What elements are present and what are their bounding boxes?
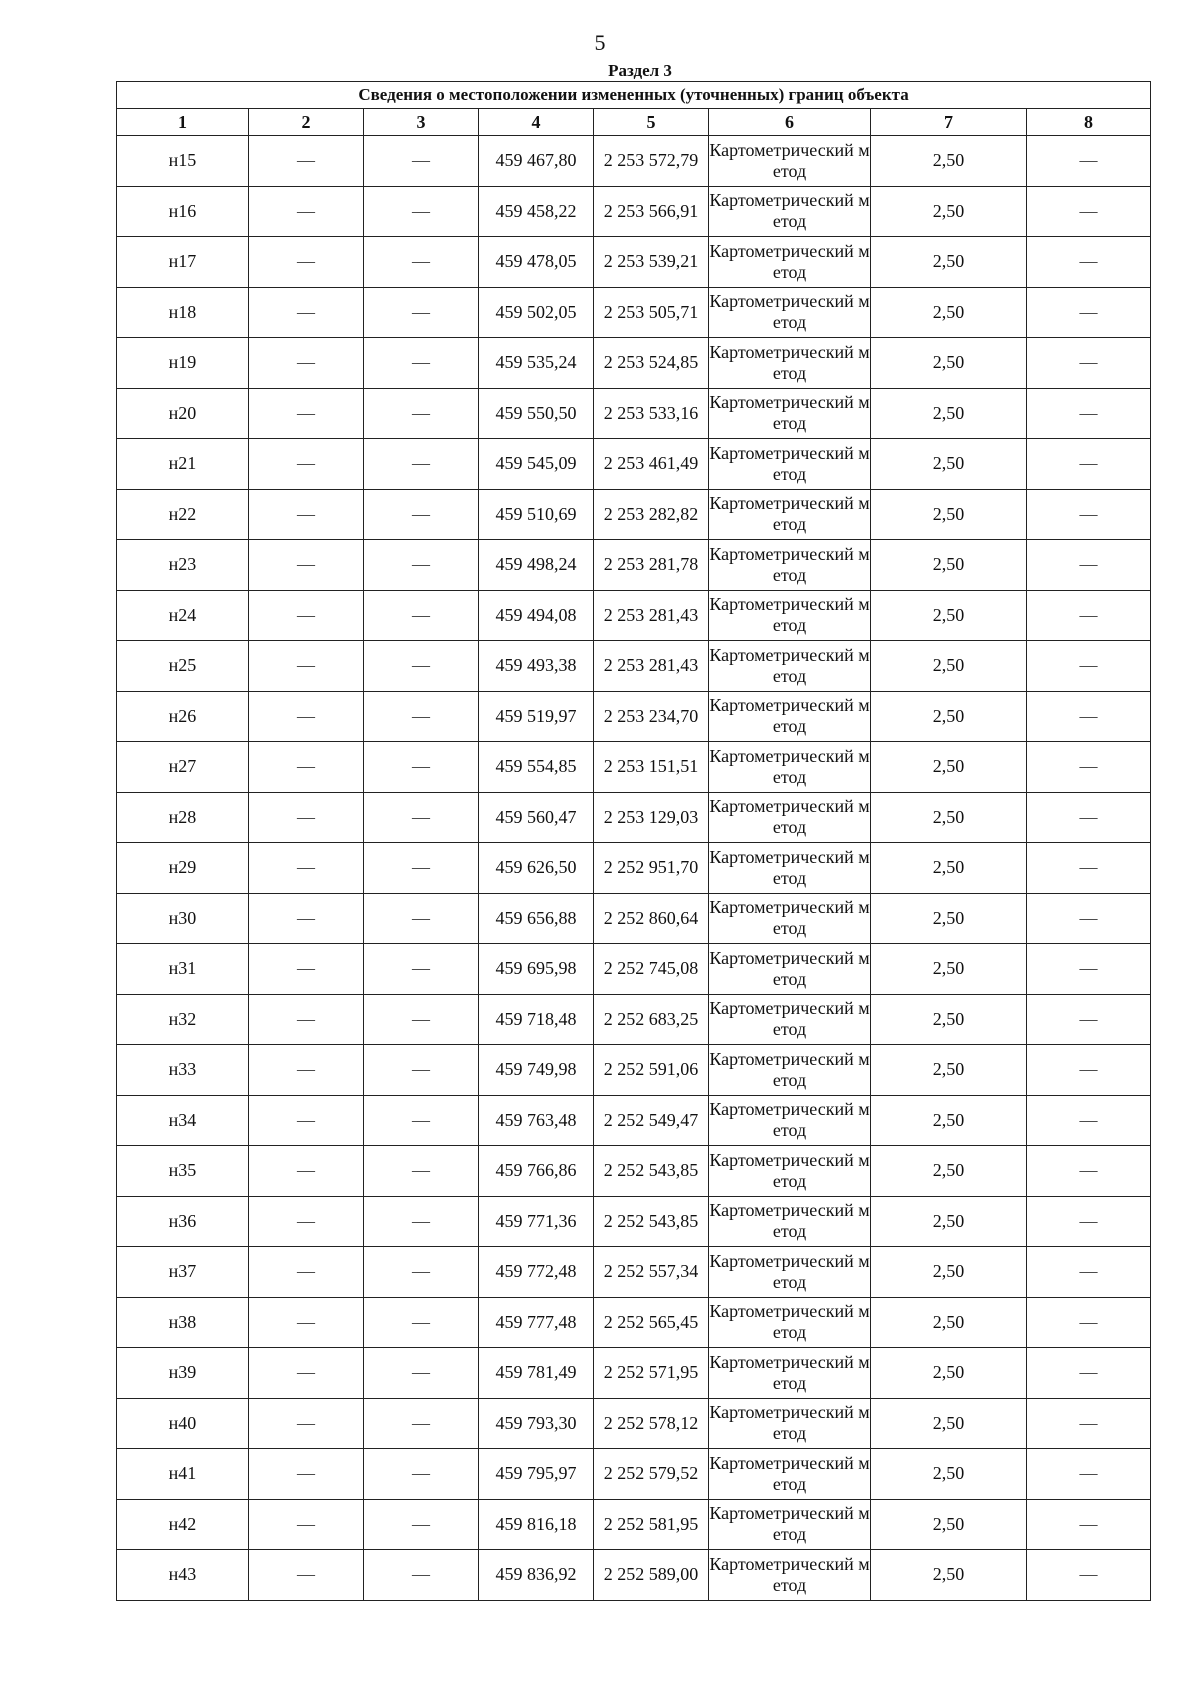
x-coordinate-cell: 459 467,80 [479,136,594,187]
y-coordinate-cell: 2 253 524,85 [594,338,709,389]
x-coordinate-cell: 459 502,05 [479,287,594,338]
x-coordinate-cell: 459 535,24 [479,338,594,389]
method-cell: Картометрический метод [709,1146,871,1197]
x-coordinate-cell: 459 763,48 [479,1095,594,1146]
dash-cell: — [249,641,364,692]
section-title: Раздел 3 [608,61,672,80]
y-coordinate-cell: 2 253 281,43 [594,641,709,692]
dash-cell: — [1027,1449,1151,1500]
point-name-cell: н26 [117,691,249,742]
point-name-cell: н31 [117,944,249,995]
method-cell: Картометрический метод [709,1449,871,1500]
dash-cell: — [249,1196,364,1247]
accuracy-cell: 2,50 [871,1550,1027,1601]
dash-cell: — [364,641,479,692]
dash-cell: — [1027,944,1151,995]
method-cell: Картометрический метод [709,792,871,843]
dash-cell: — [364,1247,479,1298]
column-number: 8 [1027,109,1151,136]
point-name-cell: н27 [117,742,249,793]
dash-cell: — [249,237,364,288]
table-row [117,843,1151,894]
accuracy-cell: 2,50 [871,792,1027,843]
point-name-cell: н21 [117,439,249,490]
y-coordinate-cell: 2 253 505,71 [594,287,709,338]
dash-cell: — [364,1196,479,1247]
point-name-cell: н41 [117,1449,249,1500]
x-coordinate-cell: 459 554,85 [479,742,594,793]
method-cell: Картометрический метод [709,1196,871,1247]
dash-cell: — [249,994,364,1045]
point-name-cell: н23 [117,540,249,591]
accuracy-cell: 2,50 [871,641,1027,692]
table-caption-row [117,82,1151,109]
table-row [117,994,1151,1045]
dash-cell: — [364,237,479,288]
dash-cell: — [249,1146,364,1197]
accuracy-cell: 2,50 [871,338,1027,389]
dash-cell: — [249,742,364,793]
table-row [117,893,1151,944]
dash-cell: — [364,691,479,742]
y-coordinate-cell: 2 252 579,52 [594,1449,709,1500]
table-row [117,742,1151,793]
x-coordinate-cell: 459 836,92 [479,1550,594,1601]
dash-cell: — [1027,1297,1151,1348]
table-row [117,136,1151,187]
accuracy-cell: 2,50 [871,388,1027,439]
x-coordinate-cell: 459 795,97 [479,1449,594,1500]
y-coordinate-cell: 2 253 566,91 [594,186,709,237]
dash-cell: — [364,439,479,490]
accuracy-cell: 2,50 [871,540,1027,591]
dash-cell: — [364,287,479,338]
point-name-cell: н19 [117,338,249,389]
accuracy-cell: 2,50 [871,1146,1027,1197]
dash-cell: — [1027,742,1151,793]
y-coordinate-cell: 2 252 683,25 [594,994,709,1045]
x-coordinate-cell: 459 772,48 [479,1247,594,1298]
table-row [117,186,1151,237]
method-cell: Картометрический метод [709,237,871,288]
y-coordinate-cell: 2 253 282,82 [594,489,709,540]
x-coordinate-cell: 459 793,30 [479,1398,594,1449]
method-cell: Картометрический метод [709,489,871,540]
dash-cell: — [364,540,479,591]
dash-cell: — [364,893,479,944]
y-coordinate-cell: 2 252 543,85 [594,1196,709,1247]
dash-cell: — [249,590,364,641]
dash-cell: — [1027,994,1151,1045]
dash-cell: — [1027,237,1151,288]
y-coordinate-cell: 2 253 234,70 [594,691,709,742]
dash-cell: — [1027,1398,1151,1449]
y-coordinate-cell: 2 253 151,51 [594,742,709,793]
dash-cell: — [1027,1146,1151,1197]
dash-cell: — [364,1297,479,1348]
column-number-row [117,109,1151,136]
x-coordinate-cell: 459 545,09 [479,439,594,490]
dash-cell: — [1027,792,1151,843]
y-coordinate-cell: 2 252 745,08 [594,944,709,995]
dash-cell: — [249,691,364,742]
x-coordinate-cell: 459 749,98 [479,1045,594,1096]
dash-cell: — [249,1499,364,1550]
y-coordinate-cell: 2 252 581,95 [594,1499,709,1550]
dash-cell: — [249,843,364,894]
x-coordinate-cell: 459 498,24 [479,540,594,591]
y-coordinate-cell: 2 253 281,78 [594,540,709,591]
column-number: 4 [479,109,594,136]
dash-cell: — [1027,186,1151,237]
method-cell: Картометрический метод [709,641,871,692]
dash-cell: — [364,1449,479,1500]
dash-cell: — [1027,691,1151,742]
table-row [117,1398,1151,1449]
method-cell: Картометрический метод [709,994,871,1045]
y-coordinate-cell: 2 252 565,45 [594,1297,709,1348]
point-name-cell: н42 [117,1499,249,1550]
dash-cell: — [1027,1499,1151,1550]
column-number: 3 [364,109,479,136]
point-name-cell: н35 [117,1146,249,1197]
point-name-cell: н17 [117,237,249,288]
table-row [117,691,1151,742]
dash-cell: — [249,792,364,843]
accuracy-cell: 2,50 [871,287,1027,338]
table-row [117,287,1151,338]
dash-cell: — [1027,1550,1151,1601]
y-coordinate-cell: 2 252 543,85 [594,1146,709,1197]
dash-cell: — [249,1297,364,1348]
x-coordinate-cell: 459 656,88 [479,893,594,944]
dash-cell: — [249,1045,364,1096]
point-name-cell: н28 [117,792,249,843]
dash-cell: — [364,136,479,187]
dash-cell: — [364,388,479,439]
dash-cell: — [364,489,479,540]
method-cell: Картометрический метод [709,742,871,793]
point-name-cell: н22 [117,489,249,540]
dash-cell: — [364,944,479,995]
accuracy-cell: 2,50 [871,1247,1027,1298]
method-cell: Картометрический метод [709,1398,871,1449]
dash-cell: — [1027,1095,1151,1146]
table-row [117,1095,1151,1146]
y-coordinate-cell: 2 253 129,03 [594,792,709,843]
dash-cell: — [364,1499,479,1550]
dash-cell: — [1027,1045,1151,1096]
table-row [117,1045,1151,1096]
x-coordinate-cell: 459 777,48 [479,1297,594,1348]
accuracy-cell: 2,50 [871,186,1027,237]
dash-cell: — [1027,1348,1151,1399]
dash-cell: — [249,1095,364,1146]
column-number: 6 [709,109,871,136]
y-coordinate-cell: 2 252 951,70 [594,843,709,894]
accuracy-cell: 2,50 [871,237,1027,288]
y-coordinate-cell: 2 252 589,00 [594,1550,709,1601]
table-row [117,944,1151,995]
table-row [117,489,1151,540]
dash-cell: — [364,590,479,641]
method-cell: Картометрический метод [709,186,871,237]
accuracy-cell: 2,50 [871,439,1027,490]
point-name-cell: н18 [117,287,249,338]
dash-cell: — [249,1398,364,1449]
accuracy-cell: 2,50 [871,1045,1027,1096]
dash-cell: — [364,1348,479,1399]
accuracy-cell: 2,50 [871,944,1027,995]
dash-cell: — [1027,287,1151,338]
x-coordinate-cell: 459 766,86 [479,1146,594,1197]
table-caption: Сведения о местоположении измененных (уточненных) границ объекта [117,82,1151,109]
point-name-cell: н38 [117,1297,249,1348]
dash-cell: — [249,287,364,338]
point-name-cell: н32 [117,994,249,1045]
y-coordinate-cell: 2 252 591,06 [594,1045,709,1096]
boundary-coordinates-table [116,81,1151,1601]
dash-cell: — [249,186,364,237]
accuracy-cell: 2,50 [871,489,1027,540]
dash-cell: — [1027,338,1151,389]
accuracy-cell: 2,50 [871,994,1027,1045]
dash-cell: — [1027,1196,1151,1247]
dash-cell: — [364,1045,479,1096]
table-row [117,338,1151,389]
dash-cell: — [1027,893,1151,944]
y-coordinate-cell: 2 253 281,43 [594,590,709,641]
method-cell: Картометрический метод [709,540,871,591]
accuracy-cell: 2,50 [871,1398,1027,1449]
y-coordinate-cell: 2 252 860,64 [594,893,709,944]
x-coordinate-cell: 459 626,50 [479,843,594,894]
x-coordinate-cell: 459 781,49 [479,1348,594,1399]
x-coordinate-cell: 459 510,69 [479,489,594,540]
table-row [117,1449,1151,1500]
x-coordinate-cell: 459 816,18 [479,1499,594,1550]
accuracy-cell: 2,50 [871,590,1027,641]
method-cell: Картометрический метод [709,338,871,389]
y-coordinate-cell: 2 253 572,79 [594,136,709,187]
dash-cell: — [364,994,479,1045]
dash-cell: — [1027,439,1151,490]
method-cell: Картометрический метод [709,590,871,641]
dash-cell: — [364,1398,479,1449]
point-name-cell: н15 [117,136,249,187]
accuracy-cell: 2,50 [871,1499,1027,1550]
dash-cell: — [1027,843,1151,894]
x-coordinate-cell: 459 458,22 [479,186,594,237]
x-coordinate-cell: 459 478,05 [479,237,594,288]
method-cell: Картометрический метод [709,843,871,894]
x-coordinate-cell: 459 493,38 [479,641,594,692]
point-name-cell: н39 [117,1348,249,1399]
dash-cell: — [249,1247,364,1298]
method-cell: Картометрический метод [709,1348,871,1399]
table-row [117,1196,1151,1247]
x-coordinate-cell: 459 550,50 [479,388,594,439]
dash-cell: — [364,1146,479,1197]
point-name-cell: н34 [117,1095,249,1146]
table-row [117,1348,1151,1399]
dash-cell: — [249,439,364,490]
point-name-cell: н37 [117,1247,249,1298]
dash-cell: — [249,944,364,995]
table-row [117,388,1151,439]
dash-cell: — [1027,1247,1151,1298]
method-cell: Картометрический метод [709,1045,871,1096]
method-cell: Картометрический метод [709,439,871,490]
x-coordinate-cell: 459 560,47 [479,792,594,843]
table-row [117,1499,1151,1550]
dash-cell: — [364,338,479,389]
accuracy-cell: 2,50 [871,136,1027,187]
dash-cell: — [1027,136,1151,187]
accuracy-cell: 2,50 [871,1095,1027,1146]
method-cell: Картометрический метод [709,1247,871,1298]
table-row [117,439,1151,490]
dash-cell: — [1027,590,1151,641]
dash-cell: — [249,540,364,591]
y-coordinate-cell: 2 253 461,49 [594,439,709,490]
point-name-cell: н36 [117,1196,249,1247]
x-coordinate-cell: 459 519,97 [479,691,594,742]
table-row [117,540,1151,591]
dash-cell: — [1027,540,1151,591]
dash-cell: — [249,136,364,187]
point-name-cell: н40 [117,1398,249,1449]
column-number: 5 [594,109,709,136]
x-coordinate-cell: 459 494,08 [479,590,594,641]
accuracy-cell: 2,50 [871,742,1027,793]
x-coordinate-cell: 459 771,36 [479,1196,594,1247]
table-row [117,1550,1151,1601]
method-cell: Картометрический метод [709,287,871,338]
table-row [117,641,1151,692]
dash-cell: — [364,792,479,843]
method-cell: Картометрический метод [709,944,871,995]
accuracy-cell: 2,50 [871,691,1027,742]
x-coordinate-cell: 459 718,48 [479,994,594,1045]
point-name-cell: н24 [117,590,249,641]
point-name-cell: н25 [117,641,249,692]
table-row [117,237,1151,288]
column-number: 1 [117,109,249,136]
method-cell: Картометрический метод [709,1297,871,1348]
point-name-cell: н30 [117,893,249,944]
y-coordinate-cell: 2 252 578,12 [594,1398,709,1449]
table-row [117,1247,1151,1298]
dash-cell: — [249,1550,364,1601]
dash-cell: — [249,1449,364,1500]
accuracy-cell: 2,50 [871,1348,1027,1399]
dash-cell: — [364,1095,479,1146]
point-name-cell: н29 [117,843,249,894]
x-coordinate-cell: 459 695,98 [479,944,594,995]
y-coordinate-cell: 2 252 549,47 [594,1095,709,1146]
dash-cell: — [1027,388,1151,439]
column-number: 7 [871,109,1027,136]
column-number: 2 [249,109,364,136]
y-coordinate-cell: 2 253 533,16 [594,388,709,439]
dash-cell: — [249,1348,364,1399]
dash-cell: — [364,186,479,237]
point-name-cell: н16 [117,186,249,237]
point-name-cell: н20 [117,388,249,439]
accuracy-cell: 2,50 [871,843,1027,894]
table-row [117,792,1151,843]
dash-cell: — [1027,641,1151,692]
accuracy-cell: 2,50 [871,1449,1027,1500]
table-row [117,1146,1151,1197]
accuracy-cell: 2,50 [871,893,1027,944]
accuracy-cell: 2,50 [871,1196,1027,1247]
table-row [117,1297,1151,1348]
method-cell: Картометрический метод [709,691,871,742]
point-name-cell: н33 [117,1045,249,1096]
point-name-cell: н43 [117,1550,249,1601]
dash-cell: — [364,843,479,894]
dash-cell: — [364,1550,479,1601]
table-body [117,136,1151,1601]
y-coordinate-cell: 2 253 539,21 [594,237,709,288]
method-cell: Картометрический метод [709,388,871,439]
accuracy-cell: 2,50 [871,1297,1027,1348]
method-cell: Картометрический метод [709,136,871,187]
y-coordinate-cell: 2 252 557,34 [594,1247,709,1298]
table-row [117,590,1151,641]
dash-cell: — [364,742,479,793]
y-coordinate-cell: 2 252 571,95 [594,1348,709,1399]
dash-cell: — [249,893,364,944]
method-cell: Картометрический метод [709,1095,871,1146]
page-number: 5 [594,30,606,55]
method-cell: Картометрический метод [709,893,871,944]
method-cell: Картометрический метод [709,1550,871,1601]
dash-cell: — [249,489,364,540]
method-cell: Картометрический метод [709,1499,871,1550]
dash-cell: — [1027,489,1151,540]
dash-cell: — [249,338,364,389]
dash-cell: — [249,388,364,439]
